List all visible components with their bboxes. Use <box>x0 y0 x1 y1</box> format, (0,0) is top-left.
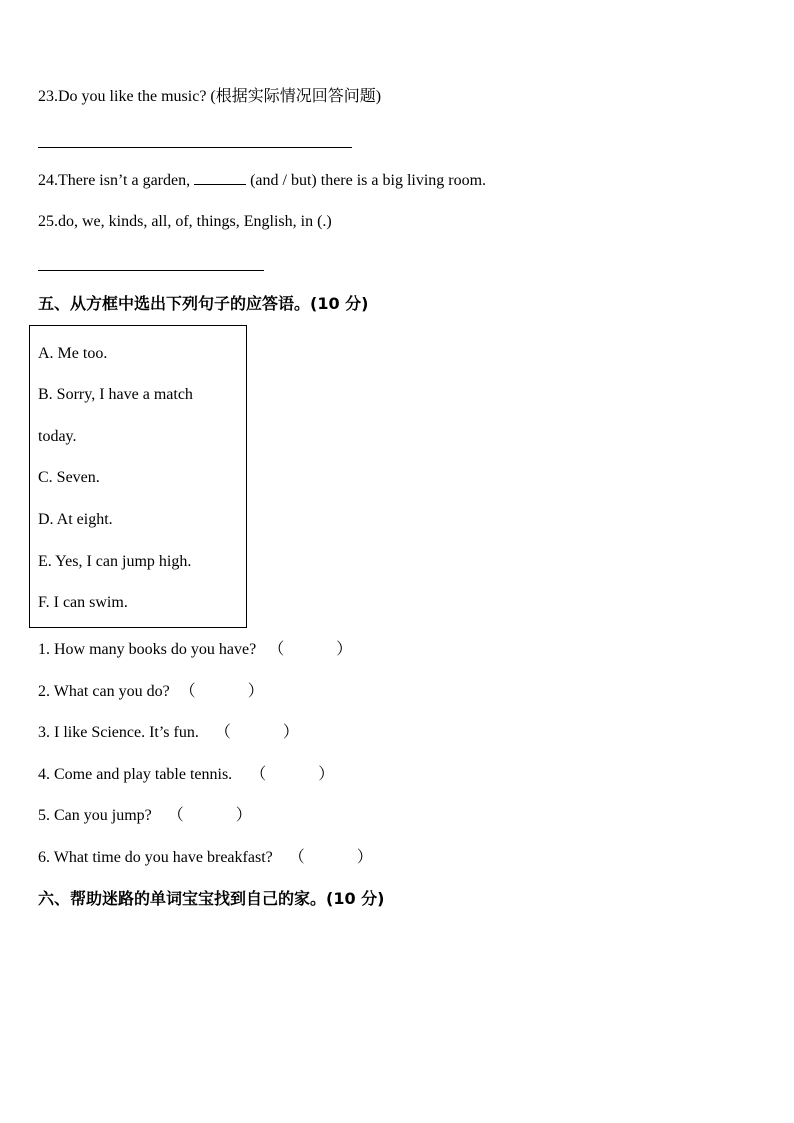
option-f: F. I can swim. <box>38 594 128 611</box>
question-text: 2. What can you do? <box>38 683 170 700</box>
question-text: Do you like the music? (根据实际情况回答问题) <box>58 88 382 105</box>
match-question-3 <box>38 723 299 743</box>
question-number: 24. <box>38 172 58 189</box>
paren-close: ） <box>235 807 252 824</box>
fill-blank-24[interactable] <box>194 170 246 185</box>
section-6-title: 六、帮助迷路的单词宝宝找到自己的家。(10 分) <box>38 889 385 908</box>
answer-line-23[interactable] <box>38 147 352 148</box>
question-text-before: There isn’t a garden, <box>58 172 191 189</box>
paren-open: （ <box>179 683 196 700</box>
question-text: do, we, kinds, all, of, things, English, in (.) <box>58 213 332 230</box>
question-number: 23. <box>38 88 58 105</box>
option-b-continued: today. <box>38 428 77 445</box>
paren-close: ） <box>356 849 373 866</box>
paren-open: （ <box>167 807 184 824</box>
paren-open: （ <box>250 766 267 783</box>
match-question-6 <box>38 848 373 868</box>
question-text: 4. Come and play table tennis. <box>38 766 233 783</box>
paren-close: ） <box>336 641 353 658</box>
match-question-4 <box>38 765 334 785</box>
match-question-5 <box>38 806 252 826</box>
question-24 <box>38 170 486 191</box>
paren-open: （ <box>268 641 285 658</box>
question-text: 1. How many books do you have? <box>38 641 257 658</box>
paren-open: （ <box>288 849 305 866</box>
question-23 <box>38 87 381 107</box>
match-question-1 <box>38 640 352 660</box>
option-d: D. At eight. <box>38 511 113 528</box>
question-25 <box>38 212 332 232</box>
paren-close: ） <box>282 724 299 741</box>
answer-line-25[interactable] <box>38 270 264 271</box>
option-b: B. Sorry, I have a match <box>38 386 193 403</box>
question-text: 5. Can you jump? <box>38 807 152 824</box>
option-c: C. Seven. <box>38 469 100 486</box>
question-text: 3. I like Science. It’s fun. <box>38 724 199 741</box>
option-a: A. Me too. <box>38 345 108 362</box>
options-box <box>29 325 247 628</box>
question-text: 6. What time do you have breakfast? <box>38 849 273 866</box>
paren-open: （ <box>214 724 231 741</box>
question-text-after: (and / but) there is a big living room. <box>250 172 487 189</box>
option-e: E. Yes, I can jump high. <box>38 553 192 570</box>
match-question-2 <box>38 682 264 702</box>
question-number: 25. <box>38 213 58 230</box>
paren-close: ） <box>247 683 264 700</box>
paren-close: ） <box>318 766 335 783</box>
section-5-title: 五、从方框中选出下列句子的应答语。(10 分) <box>38 294 369 313</box>
